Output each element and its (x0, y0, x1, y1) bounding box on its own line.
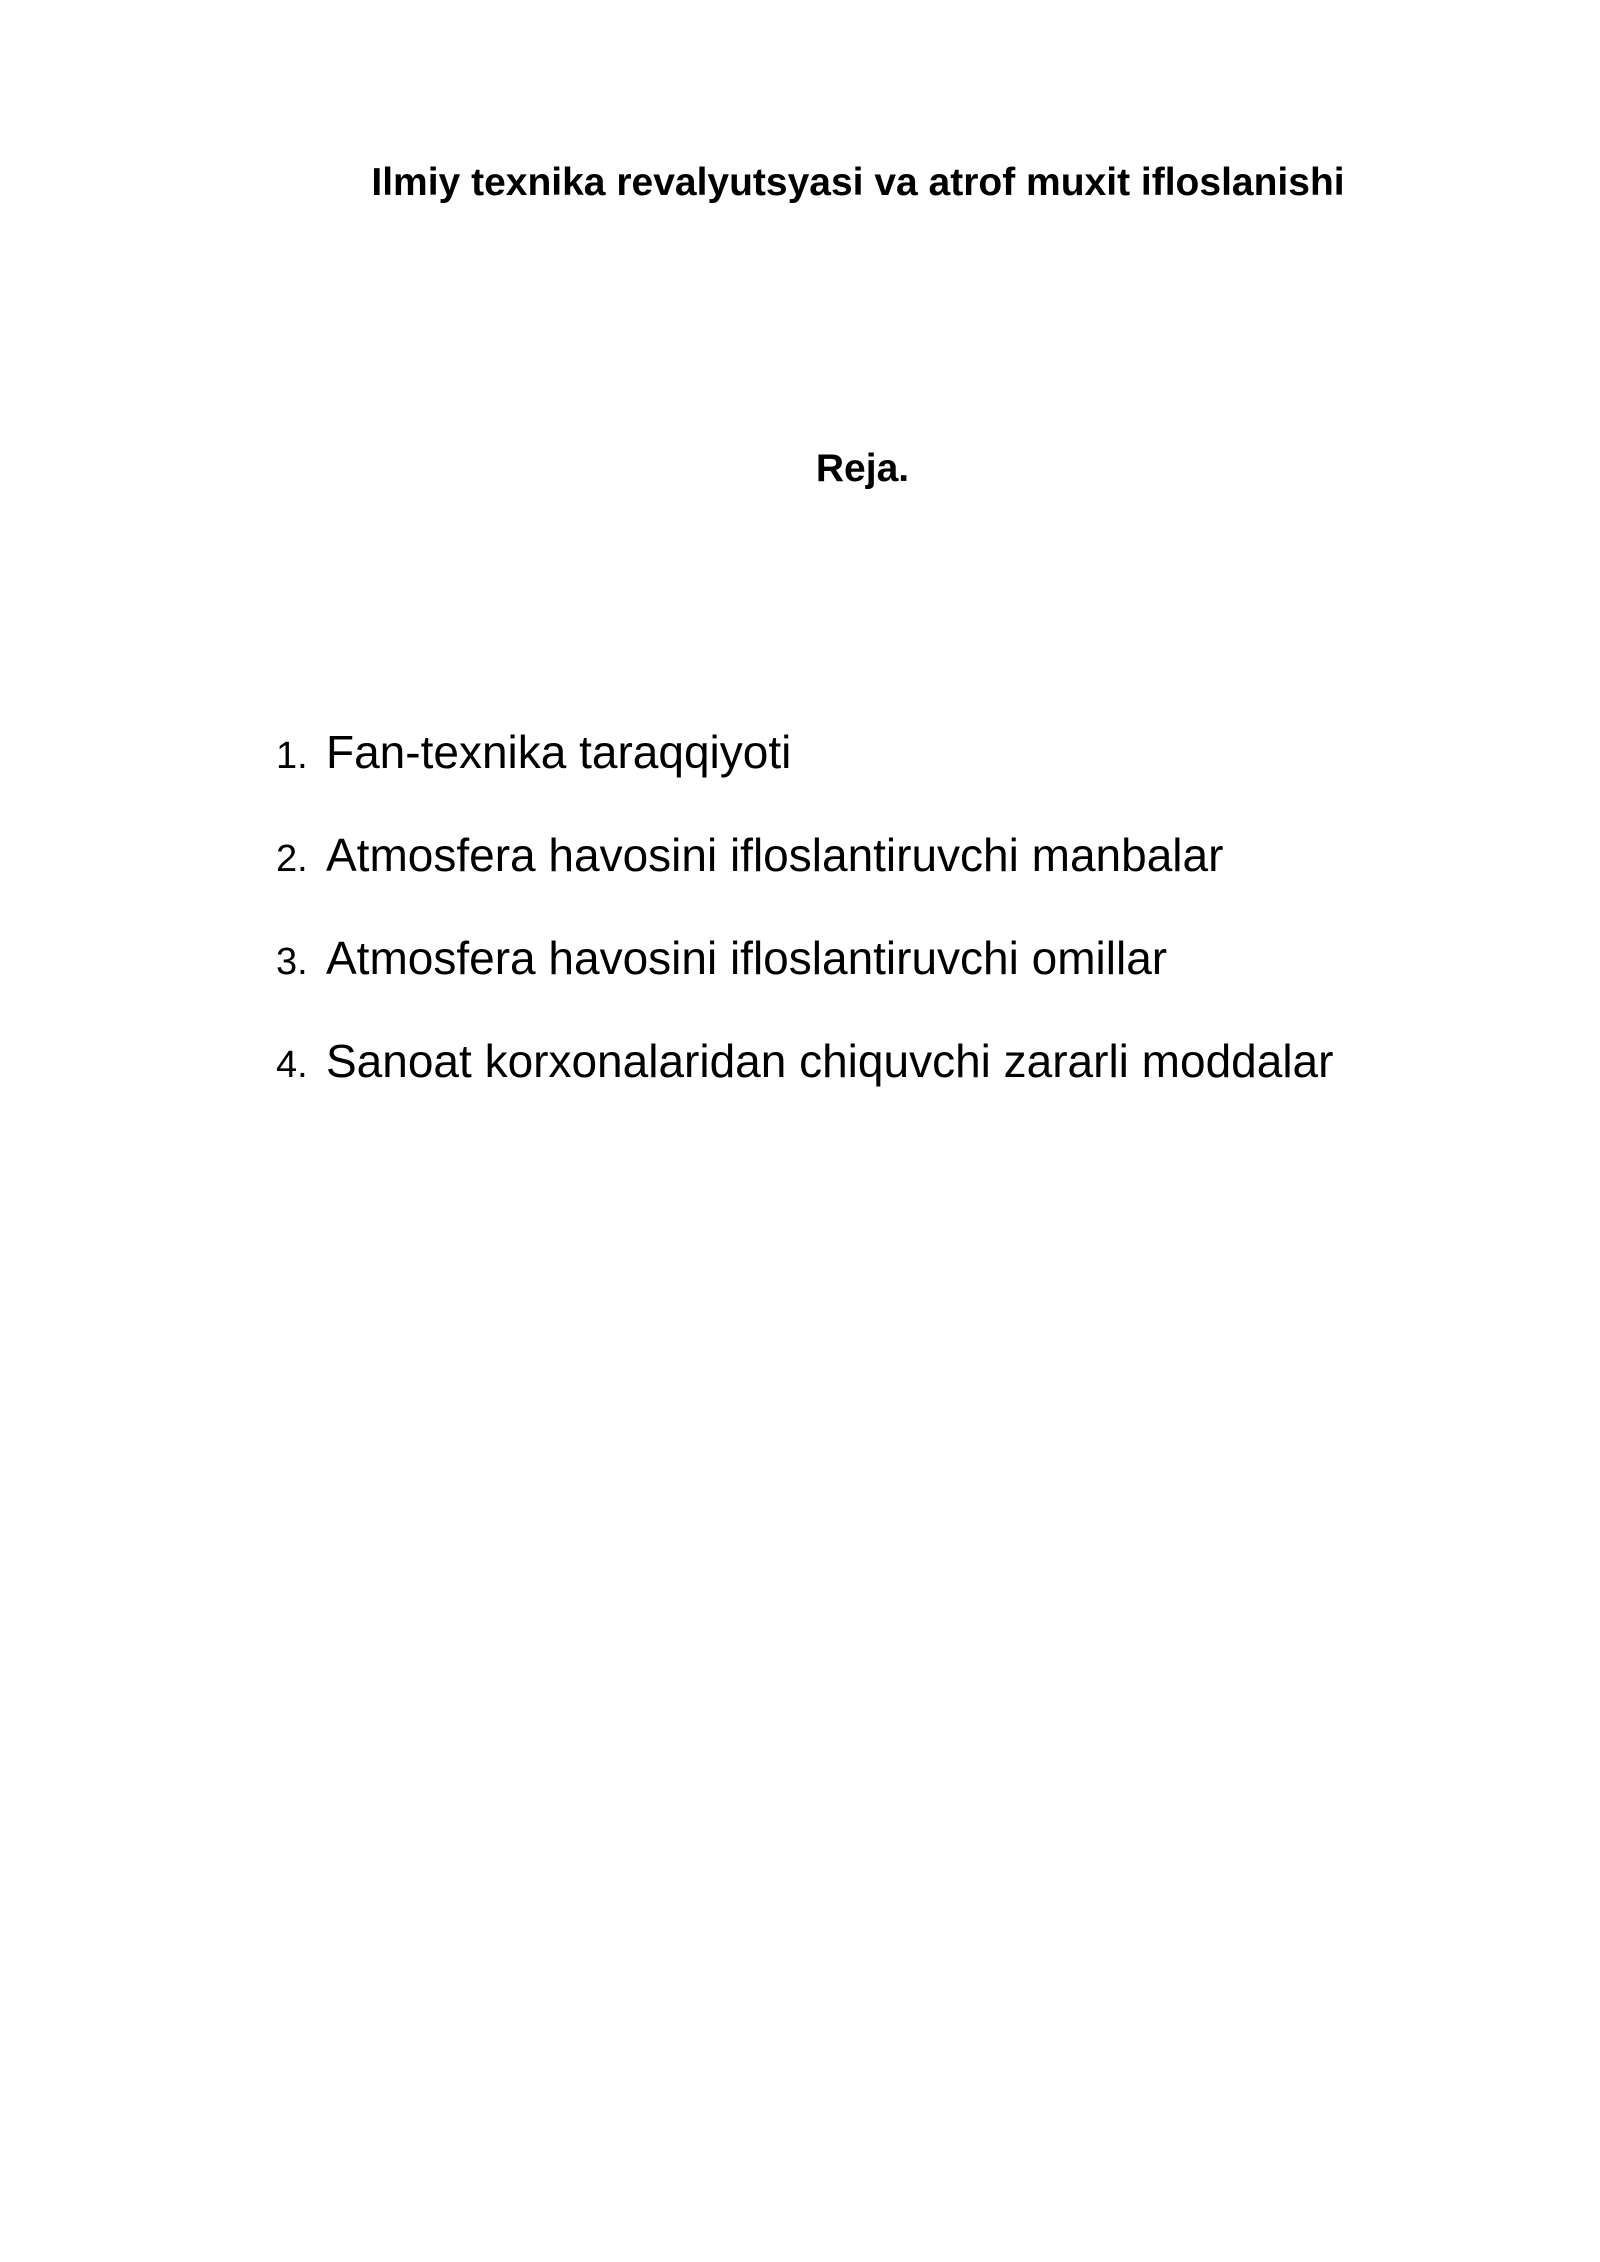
page-title: Ilmiy texnika revalyutsyasi va atrof muxit ifloslanishi (371, 161, 1345, 204)
list-item-number: 2. (276, 838, 308, 880)
list-item (276, 1034, 1333, 1137)
list-item-text: Atmosfera havosini ifloslantiruvchi omillar (326, 932, 1168, 984)
list-item-number: 1. (276, 735, 308, 777)
plan-heading: Reja. (815, 447, 910, 490)
list-item (276, 725, 1333, 828)
list-item (276, 828, 1333, 931)
list-item-text: Fan-texnika taraqqiyoti (326, 726, 792, 778)
list-item (276, 931, 1333, 1034)
list-item-text: Atmosfera havosini ifloslantiruvchi manbalar (326, 829, 1224, 881)
list-item-text: Sanoat korxonalaridan chiquvchi zararli moddalar (326, 1035, 1334, 1087)
list-item-number: 4. (276, 1044, 308, 1086)
plan-list (276, 725, 1333, 1137)
list-item-number: 3. (276, 941, 308, 983)
